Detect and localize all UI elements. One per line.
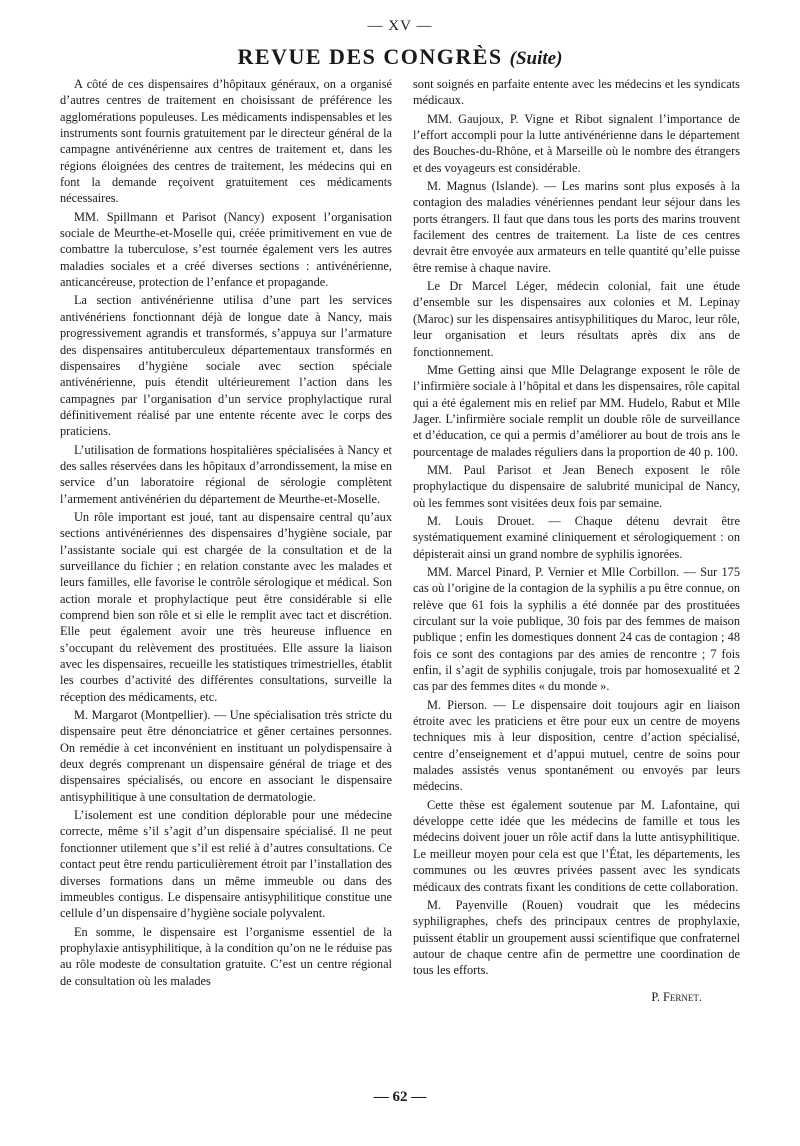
- paragraph: En somme, le dispensaire est l’organisme essentiel de la prophylaxie antisyphilitique, à la condition qu’on ne le réduise pas au rôle modeste de consultation gratuite. C’est un centre régional de consultation où les malades: [60, 924, 392, 988]
- paragraph: Mme Getting ainsi que Mlle Delagrange exposent le rôle de l’infirmière sociale à l’hôpital et dans les dispensaires, rôle capital qui a été également mis en relief par MM. Hudelo, Rabut et Mlle Jager. L’infirmière sociale remplit un double rôle de surveillance et d’éducation, ce qui a permis d’améliorer au bout de trois ans le pourcentage de malades réguliers dans la proportion de 40 p. 100.: [413, 362, 740, 459]
- title-text: REVUE DES CONGRÈS: [237, 44, 503, 69]
- paragraph: M. Magnus (Islande). — Les marins sont plus exposés à la contagion des maladies vénériennes pendant leur séjour dans les ports étrangers. Il faut que dans tous les ports des marins trouvent facilement des centres de traitement. La liste de ces centres devrait être envoyée aux armateurs en telle quantité qu’elle puisse être remise à chaque navire.: [413, 179, 740, 275]
- roman-page-number: — XV —: [367, 18, 433, 34]
- paragraph: La section antivénérienne utilisa d’une part les services antivénériens fonctionnant déjà de longue date à Nancy, mais progressivement agrandis et transformés, s’appuya sur l’armature des dispensaires antituberculeux départementaux transformés en dispensaires d’hygiène sociale avec section spéciale antivénérienne, puis étendit ultérieurement l’action dans les campagnes par l’organisation d’un service prophylactique rural définitivement réalisé par une entente récente avec le corps des praticiens.: [60, 293, 392, 439]
- paragraph: Cette thèse est également soutenue par M. Lafontaine, qui développe cette idée que les médecins de famille et tous les médecins doivent jouer un rôle actif dans la lutte antisyphilitique. Le meilleur moyen pour cela est que l’État, les départements, les communes ou les œuvres privées passent avec les syndicats médicaux des contrats fixant les conditions de cette collaboration.: [413, 797, 740, 894]
- title-suite: (Suite): [509, 48, 563, 69]
- right-column: [413, 76, 740, 1007]
- paragraph: L’utilisation de formations hospitalières spécialisées à Nancy et des salles réservées dans les hôpitaux d’arrondissement, la mise en service d’un laboratoire régional de sérologie complètent l’armement antivénérien du département de Meurthe-et-Moselle.: [60, 442, 392, 506]
- paragraph: L’isolement est une condition déplorable pour une médecine correcte, même s’il s’agit d’un dispensaire spécialisé. Il ne peut fonctionner utilement que s’il est relié à d’autres consultations. Ce contact peut être rendu particulièrement étroit par l’installation des diverses formations dans un même immeuble ou dans des immeubles contigus. Le dispensaire antisyphilitique constitue une cellule d’un dispensaire d’hygiène sociale polyvalent.: [60, 808, 392, 921]
- left-column: [60, 76, 392, 991]
- paragraph: MM. Marcel Pinard, P. Vernier et Mlle Corbillon. — Sur 175 cas où l’origine de la contagion de la syphilis a pu être connue, on relève que 61 fois la syphilis a été donnée par des prostituées circulant sur la voie publique, 30 fois par des femmes de maison publique ; enfin les domestiques donnent 24 cas de contagion ; 48 fois ce sont des contagions par des amies de rencontre ; 7 fois enfin, il s’agit de syphilis conjugale, trois par homosexualité et 2 cas par des femmes dites « du monde ».: [413, 564, 740, 694]
- paragraph: M. Louis Drouet. — Chaque détenu devrait être systématiquement examiné cliniquement et sérologiquement : on dépisterait ainsi un grand nombre de syphilis ignorées.: [413, 513, 740, 561]
- paragraph: M. Pierson. — Le dispensaire doit toujours agir en liaison étroite avec les praticiens et être pour eux un centre de moyens techniques mis à leur disposition, centre d’action spécialisé, centre d’enseignement et d’appui mutuel, centre de soins pour malades assistés venus spontanément ou envoyés par leurs médecins.: [413, 697, 740, 794]
- paragraph: sont soignés en parfaite entente avec les médecins et les syndicats médicaux.: [413, 77, 740, 108]
- paragraph: MM. Spillmann et Parisot (Nancy) exposent l’organisation sociale de Meurthe-et-Moselle qui, créée primitivement en vue de combattre la tuberculose, s’est tournée également vers les autres maladies sociales et a créé diverses sections : antivénérienne, anticancéreuse, protection de l’enfance et propagande.: [60, 209, 392, 290]
- paragraph: M. Margarot (Montpellier). — Une spécialisation très stricte du dispensaire peut être dénonciatrice et gêner certaines personnes. On remédie à cet inconvénient en instituant un polydispensaire à deux degrés comprenant un dispensaire général de triage et des dispensaires spécialisés, ou encore en associant le dispensaire antisyphilitique à une consultation de dermatologie.: [60, 708, 392, 804]
- paragraph: Un rôle important est joué, tant au dispensaire central qu’aux sections antivénériennes des dispensaires d’hygiène sociale, par l’assistante sociale qui est chargée de la consultation et de la surveillance du fichier ; en relation constante avec les malades et leurs familles, elle favorise le contrôle sérologique et médical. Son action morale et prophylactique peut être considérable si elle comprend bien son rôle et si elle le remplit avec tact et discrétion. Elle peut également avoir une très heureuse influence en s’occupant du relèvement des prostituées. Elle assure la liaison avec les dispensaires, recueille les statistiques trimestrielles, établit les courbes d’activité des différentes consultations, surveille la réception des médicaments, etc.: [60, 509, 392, 704]
- page-title: [0, 44, 800, 70]
- paragraph: Le Dr Marcel Léger, médecin colonial, fait une étude d’ensemble sur les dispensaires aux colonies et M. Lepinay (Maroc) sur les dispensaires antisyphilitiques du Maroc, leur rôle, leur organisation et leurs résultats après dix ans de fonctionnement.: [413, 279, 740, 359]
- page-number: — 62 —: [373, 1089, 427, 1105]
- paragraph: MM. Gaujoux, P. Vigne et Ribot signalent l’importance de l’effort accompli pour la lutte antivénérienne dans le département des Bouches-du-Rhône, et à Marseille où le nombre des étrangers et des voyageurs est considérable.: [413, 111, 740, 175]
- paragraph: A côté de ces dispensaires d’hôpitaux généraux, on a organisé d’autres centres de traitement en choisissant de préférence les agglomérations populeuses. Les médicaments indispensables et les instruments sont fournis gratuitement par le directeur général de la campagne antivénérienne aux centres de traitement et, dans les régions éloignées des centres de traitement, les médecins qui en font la demande reçoivent gratuitement ces médicaments nécessaires.: [60, 77, 392, 206]
- signature: P. Fernet.: [651, 989, 702, 1004]
- paragraph: MM. Paul Parisot et Jean Benech exposent le rôle prophylactique du dispensaire de salubrité municipal de Nancy, où les femmes sont visitées deux fois par semaine.: [413, 462, 740, 510]
- paragraph: M. Payenville (Rouen) voudrait que les médecins syphiligraphes, chefs des principaux centres de prophylaxie, puissent établir un groupement aussi scientifique que confraternel autour de chaque centre afin de permettre une coordination de tous les efforts.: [413, 897, 740, 978]
